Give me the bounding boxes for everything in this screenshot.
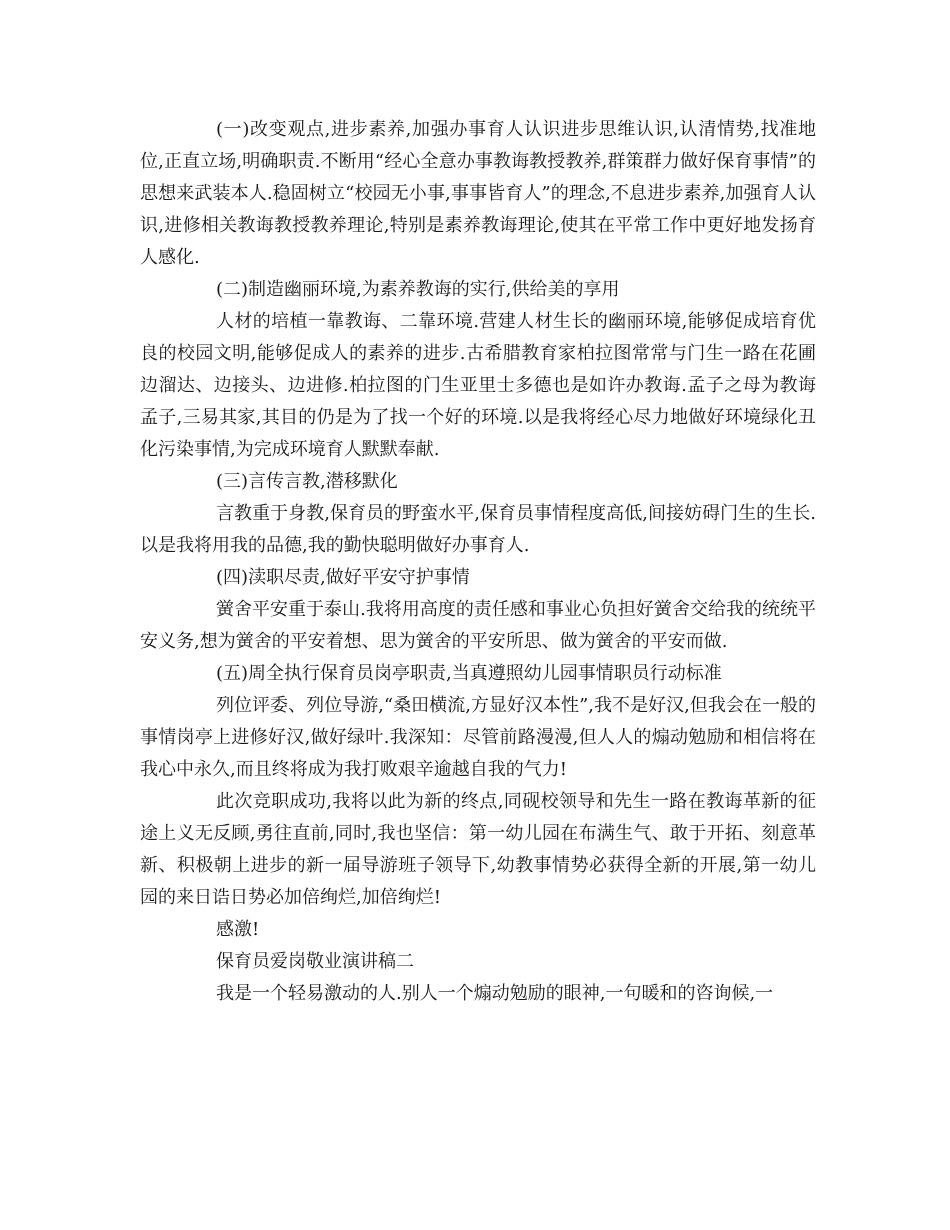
heading-section-3: (三)言传言教,潜移默化	[216, 471, 398, 492]
heading-section-5: (五)周全执行保育员岗亭职责,当真遵照幼儿园事情职员行动标准	[216, 663, 722, 684]
paragraph-conclusion: 此次竞职成功,我将以此为新的终点,同砚校领导和先生一路在教诲革新的征途上义无反顾,勇往直前,同时,我也坚信：第一幼儿园在布满生气、敢于开拓、刻意革新、积极朝上进步的新一届导游班子领导下,幼教事情势必获得全新的开展,第一幼儿园的来日诰日势必加倍绚烂,加倍绚烂!	[140, 791, 816, 908]
paragraph-section-4: 黉舍平安重于泰山.我将用高度的责任感和事业心负担好黉舍交给我的统统平安义务,想为黉舍的平安着想、思为黉舍的平安所思、做为黉舍的平安而做.	[140, 599, 816, 652]
heading-section-2: (二)制造幽丽环境,为素养教诲的实行,供给美的享用	[216, 279, 620, 300]
paragraph-speech-two-start: 我是一个轻易激动的人.别人一个煽动勉励的眼神,一句暖和的咨询候,一	[216, 983, 774, 1004]
paragraph-section-5: 列位评委、列位导游,“桑田横流,方显好汉本性”,我不是好汉,但我会在一般的事情岗亭上进修好汉,做好绿叶.我深知：尽管前路漫漫,但人人的煽动勉励和相信将在我心中永久,而且终将成为我打败艰辛逾越自我的气力!	[140, 695, 816, 780]
speech-two-title: 保育员爱岗敬业演讲稿二	[216, 951, 414, 972]
paragraph-section-3: 言教重于身教,保育员的野蛮水平,保育员事情程度高低,间接妨碍门生的生长.以是我将用我的品德,我的勤快聪明做好办事育人.	[140, 503, 816, 556]
paragraph-section-2: 人材的培植一靠教诲、二靠环境.营建人材生长的幽丽环境,能够促成培育优良的校园文明,能够促成人的素养的进步.古希腊教育家柏拉图常常与门生一路在花圃边溜达、边接头、边进修.柏拉图的门生亚里士多德也是如许办教诲.孟子之母为教诲孟子,三易其家,其目的仍是为了找一个好的环境.以是我将经心尽力地做好环境绿化丑化污染事情,为完成环境育人默默奉献.	[140, 311, 816, 460]
paragraph-section-1: (一)改变观点,进步素养,加强办事育人认识进步思维认识,认清情势,找准地位,正直立场,明确职责.不断用“经心全意办事教诲教授教养,群策群力做好保育事情”的思想来武装本人.稳固树立“校园无小事,事事皆育人”的理念,不息进步素养,加强育人认识,进修相关教诲教授教养理论,特别是素养教诲理论,使其在平常工作中更好地发扬育人感化.	[140, 119, 816, 268]
document-body	[140, 114, 816, 1010]
paragraph-thanks: 感激!	[216, 919, 260, 940]
heading-section-4: (四)渎职尽责,做好平安守护事情	[216, 567, 470, 588]
